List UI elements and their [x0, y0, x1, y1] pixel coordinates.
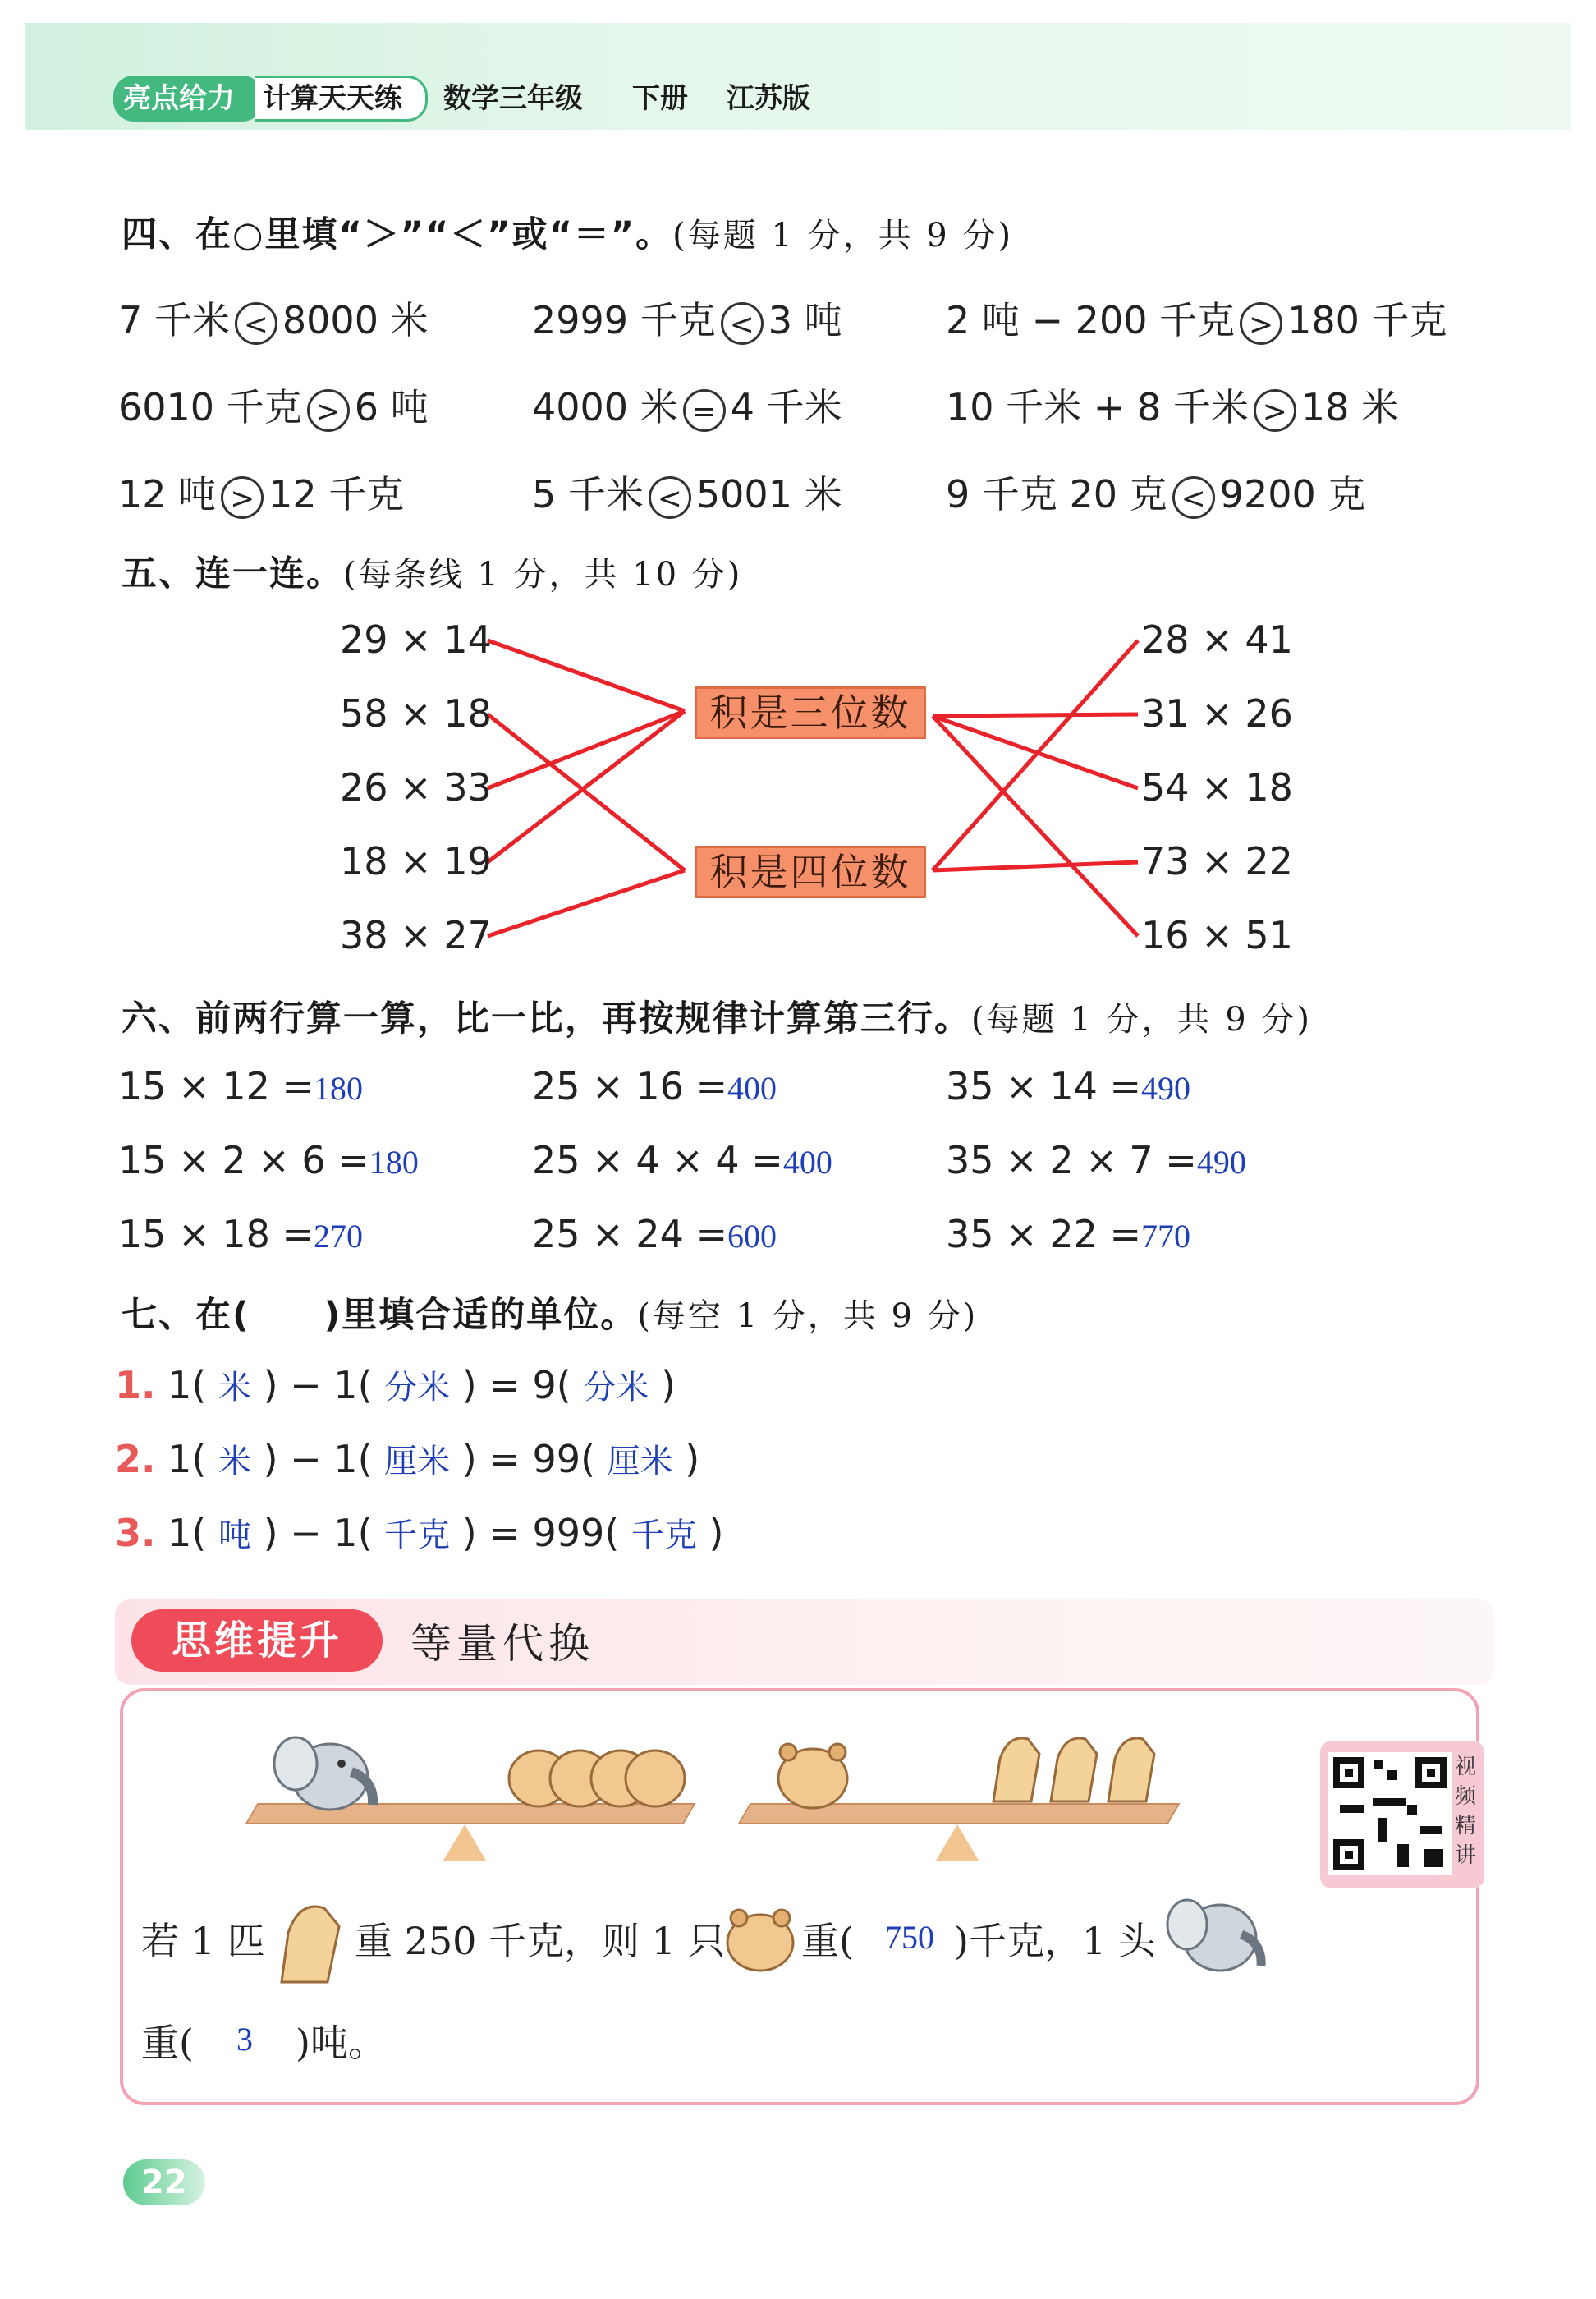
calc-item — [118, 1138, 419, 1182]
unit-item — [115, 1361, 676, 1408]
section7-title-text: 七、在( )里填合适的单位。 — [122, 1295, 638, 1336]
match-line-left — [488, 714, 685, 870]
unit-answer-1: 吨 — [218, 1517, 251, 1553]
section5-note: (每条线 1 分，共 10 分) — [343, 556, 743, 594]
compare-right: 9200 克 — [1219, 472, 1366, 516]
unit-text: ) = — [450, 1437, 533, 1481]
compare-right: 180 千克 — [1287, 298, 1447, 342]
unit-answer-3: 厘米 — [607, 1443, 673, 1480]
section4-title-text: 四、在○里填“＞”“＜”或“＝”。 — [122, 214, 673, 255]
unit-item — [115, 1509, 723, 1556]
unit-answer-3: 千克 — [631, 1517, 697, 1553]
unit-text: ) — [672, 1437, 700, 1481]
unit-result: 999 — [532, 1511, 605, 1555]
unit-answer-2: 厘米 — [384, 1443, 451, 1480]
thinking-line1c: 重( — [801, 1919, 854, 1963]
subject-label: 数学三年级 — [443, 82, 583, 115]
calc-expression: 25 × 16 = — [532, 1064, 728, 1108]
scale-fulcrum-right — [936, 1824, 979, 1861]
section7-note: (每空 1 分，共 9 分) — [637, 1297, 979, 1335]
compare-answer-circle: < — [721, 302, 764, 345]
section7-title — [122, 1287, 978, 1338]
calc-answer: 490 — [1141, 1070, 1191, 1107]
unit-item-number: 2. — [115, 1437, 156, 1481]
calc-expression: 15 × 2 × 6 = — [118, 1138, 369, 1182]
match-left-item: 18 × 19 — [340, 839, 492, 883]
edition-label: 江苏版 — [727, 82, 810, 115]
unit-text: ) − 1( — [250, 1437, 385, 1481]
matching-lines — [0, 0, 1596, 985]
unit-text: ( — [556, 1363, 584, 1407]
section5-title-text: 五、连一连。 — [122, 553, 343, 594]
thinking-line2b: )吨。 — [296, 2021, 386, 2065]
brand-label: 亮点给力 — [123, 82, 235, 115]
section6-note: (每题 1 分，共 9 分) — [971, 1001, 1312, 1039]
calc-expression: 25 × 24 = — [532, 1212, 728, 1256]
compare-answer-circle: = — [683, 389, 726, 432]
match-line-right — [933, 716, 1138, 936]
unit-item-number: 1. — [115, 1363, 156, 1407]
calc-item — [946, 1064, 1190, 1108]
elephant-icon — [271, 1723, 386, 1819]
unit-item — [115, 1435, 699, 1482]
box-three-digit: 积是三位数 — [695, 686, 926, 739]
unit-item-number: 3. — [115, 1511, 156, 1555]
unit-text: ) — [696, 1511, 724, 1555]
compare-answer-circle: > — [221, 476, 264, 519]
calc-answer: 400 — [727, 1070, 777, 1107]
section4-note: (每题 1 分，共 9 分) — [672, 217, 1014, 255]
compare-right: 6 吨 — [354, 385, 429, 429]
calc-item — [946, 1212, 1190, 1256]
horses-three-icon — [985, 1719, 1174, 1811]
qr-code-icon[interactable] — [1328, 1752, 1452, 1875]
bears-four-icon — [506, 1739, 686, 1813]
compare-left: 12 吨 — [118, 472, 217, 516]
unit-text: ) − 1( — [250, 1511, 385, 1555]
thinking-tag: 思维提升 — [131, 1609, 383, 1672]
compare-left: 4000 米 — [532, 385, 678, 429]
unit-text: ( — [580, 1437, 608, 1481]
calc-item — [118, 1064, 363, 1108]
unit-answer-3: 分米 — [583, 1369, 649, 1406]
box-four-digit: 积是四位数 — [695, 846, 926, 898]
page-number: 22 — [123, 2159, 205, 2205]
calc-answer: 400 — [782, 1144, 832, 1181]
match-line-right — [933, 862, 1138, 870]
match-line-left — [488, 711, 685, 788]
compare-left: 2999 千克 — [532, 298, 716, 342]
match-line-right — [933, 640, 1138, 870]
unit-answer-1: 米 — [218, 1443, 251, 1480]
unit-text: 1( — [155, 1363, 218, 1407]
match-line-right — [933, 714, 1138, 716]
calc-expression: 25 × 4 × 4 = — [532, 1138, 783, 1182]
compare-answer-circle: > — [1254, 389, 1296, 432]
compare-left: 6010 千克 — [118, 385, 302, 429]
elephant-inline-icon — [1164, 1887, 1271, 1982]
unit-text: ( — [604, 1511, 631, 1555]
calc-answer: 270 — [314, 1218, 364, 1255]
compare-right: 3 吨 — [768, 298, 842, 342]
match-right-item: 73 × 22 — [1141, 839, 1293, 883]
match-left-item: 38 × 27 — [340, 913, 492, 957]
section6-title — [122, 991, 1312, 1041]
unit-result: 9 — [532, 1363, 557, 1407]
compare-right: 5001 米 — [695, 472, 842, 516]
calc-item — [532, 1138, 832, 1182]
match-right-item: 31 × 26 — [1141, 691, 1293, 736]
unit-text: 1( — [155, 1437, 218, 1481]
thinking-line1b: 重 250 千克，则 1 只 — [355, 1919, 726, 1963]
compare-answer-circle: > — [307, 389, 350, 432]
calc-item — [946, 1138, 1246, 1182]
calc-item — [532, 1064, 777, 1108]
horse-icon — [267, 1890, 352, 1985]
compare-answer-circle: < — [235, 302, 277, 345]
compare-left: 5 千米 — [532, 472, 644, 516]
answer-bear-weight: 750 — [885, 1919, 934, 1956]
calc-answer: 180 — [369, 1144, 419, 1181]
thinking-line2a: 重( — [141, 2021, 194, 2065]
calc-item — [118, 1212, 363, 1256]
calc-answer: 490 — [1196, 1144, 1246, 1181]
match-line-left — [488, 870, 685, 936]
compare-left: 7 千米 — [118, 298, 230, 342]
match-line-left — [488, 640, 685, 711]
match-right-item: 28 × 41 — [1141, 617, 1293, 662]
bear-inline-icon — [722, 1903, 798, 1974]
unit-answer-1: 米 — [218, 1369, 251, 1406]
qr-label: 视频精讲 — [1455, 1755, 1477, 1868]
thinking-subtitle: 等量代换 — [410, 1620, 594, 1668]
match-left-item: 29 × 14 — [340, 617, 492, 662]
compare-left: 10 千米 + 8 千米 — [946, 385, 1249, 429]
calc-answer: 770 — [1141, 1218, 1191, 1255]
unit-answer-2: 千克 — [384, 1517, 451, 1553]
match-right-item: 16 × 51 — [1141, 913, 1293, 957]
calc-expression: 15 × 12 = — [118, 1064, 314, 1108]
match-right-item: 54 × 18 — [1141, 765, 1293, 810]
calc-item — [532, 1212, 777, 1256]
unit-text: ) — [649, 1363, 676, 1407]
thinking-line1d: )千克，1 头 — [954, 1919, 1156, 1963]
answer-elephant-weight: 3 — [236, 2021, 253, 2058]
match-left-item: 58 × 18 — [340, 691, 492, 736]
calc-answer: 600 — [727, 1218, 777, 1255]
match-left-item: 26 × 33 — [340, 765, 492, 810]
bear-icon — [772, 1741, 854, 1810]
compare-answer-circle: < — [1172, 476, 1215, 519]
match-line-right — [933, 716, 1138, 788]
compare-left: 2 吨 − 200 千克 — [946, 298, 1236, 342]
unit-text: ) = — [450, 1363, 533, 1407]
section6-title-text: 六、前两行算一算，比一比，再按规律计算第三行。 — [122, 998, 971, 1039]
compare-right: 8000 米 — [282, 298, 429, 342]
thinking-line1a: 若 1 匹 — [141, 1919, 265, 1963]
calc-expression: 35 × 14 = — [946, 1064, 1142, 1108]
unit-result: 99 — [532, 1437, 581, 1481]
calc-expression: 15 × 18 = — [118, 1212, 314, 1256]
scale-fulcrum-left — [443, 1824, 486, 1861]
calc-answer: 180 — [314, 1070, 364, 1107]
compare-left: 9 千克 20 克 — [946, 472, 1167, 516]
unit-answer-2: 分米 — [384, 1369, 451, 1406]
calc-expression: 35 × 2 × 7 = — [946, 1138, 1197, 1182]
unit-text: ) − 1( — [250, 1363, 385, 1407]
unit-text: 1( — [155, 1511, 218, 1555]
calc-expression: 35 × 22 = — [946, 1212, 1142, 1256]
compare-answer-circle: > — [1240, 302, 1282, 345]
compare-answer-circle: < — [649, 476, 691, 519]
compare-right: 4 千米 — [730, 385, 842, 429]
match-line-left — [488, 711, 685, 862]
compare-right: 12 千克 — [268, 472, 405, 516]
series-label: 计算天天练 — [263, 82, 402, 115]
unit-text: ) = — [450, 1511, 533, 1555]
volume-label: 下册 — [632, 82, 688, 115]
compare-right: 18 米 — [1300, 385, 1399, 429]
